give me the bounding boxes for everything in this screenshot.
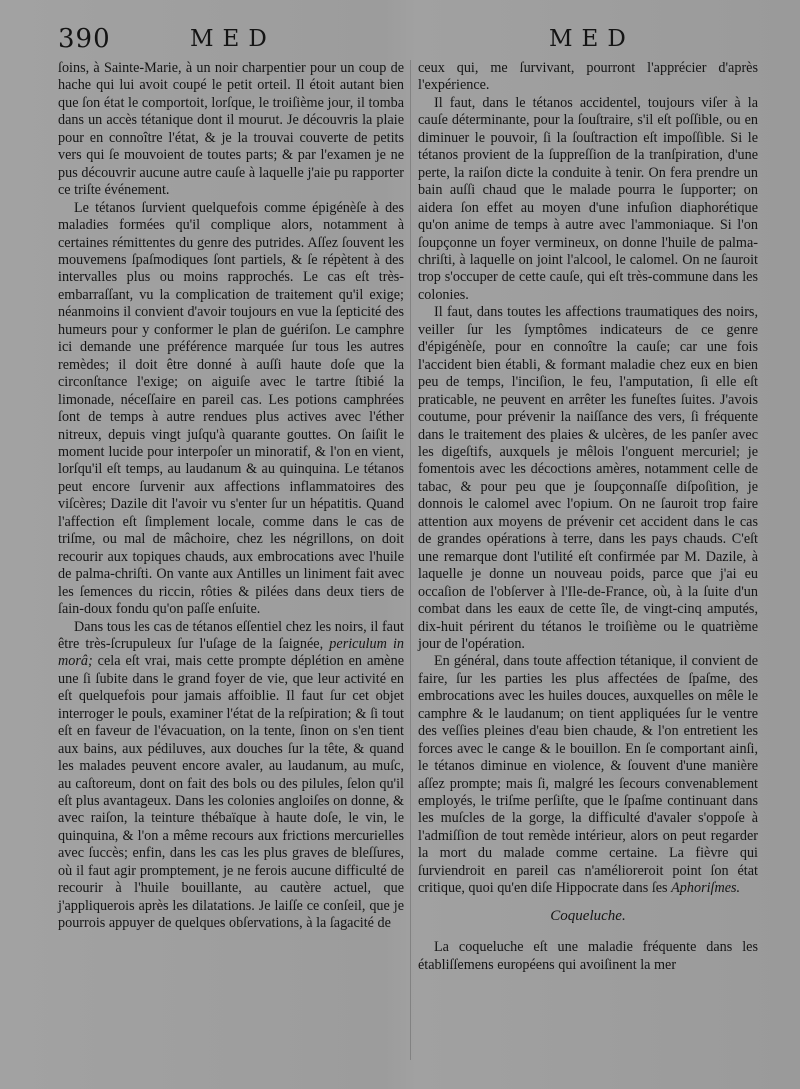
paragraph-continued: ſoins, à Sainte-Marie, à un noir charpentier pour un coup de hache qui lui avoit coupé le petit orteil. Il étoit autant bien que ſon état le comportoit, lorſque, le troiſième jour, il tomba dans un accès tétanique dont il mourut. Je découvris la plaie pour en connoître l'état, & je la trouvai couverte de petits vers qui ſe mouvoient de toutes parts; & par l'examen je ne pus découvrir aucune autre cauſe à laquelle j'aie pu rapporter ce triſte événement. bbox=[58, 60, 404, 199]
paragraph-general bbox=[418, 653, 758, 897]
running-head bbox=[0, 24, 800, 58]
italic-phrase: periculum in morâ; bbox=[58, 635, 405, 670]
paragraph-saignee bbox=[58, 619, 404, 933]
page-number: 390 bbox=[58, 24, 111, 54]
paragraph-cause: Il faut, dans le tétanos accidentel, toujours viſer à la cauſe déterminante, pour la ſouſtraire, s'il eſt poſſible, ou en diminuer le pouvoir, ſi la ſouſtraction eſt impoſſible. Si le tétanos provient de la ſuppreſſion de la tranſpiration, d'une perte, la raiſon dicte la conduite à tenir. On fera prendre un bain auſſi chaud que le malade pourra le ſupporter; on aidera ſon effet au moyen d'une infuſion diaphorétique qu'on anime de temps à autre avec l'ammoniaque. Si l'on ſoupçonne un foyer vermineux, on donne l'huile de palma-chriſti, à laquelle on joint l'alcool, le calomel. On ne ſauroit trop s'occuper de cette cauſe, qui eſt très-commune dans les colonies. bbox=[418, 94, 758, 303]
paragraph-epigenese: Le tétanos ſurvient quelquefois comme épigénèſe à des maladies formées qu'il complique alors, notamment à certaines rémittentes du genre des putrides. Aſſez ſouvent les mouvemens ſpaſmodiques ſont partiels, & ſe répètent à des intervalles plus ou moins rapprochés. Le cas eſt très-embarraſſant, vu la complication de traitement qu'il exige; néanmoins il convient d'avoir toujours en vue la ſepticité des humeurs pour y conformer le plan de guériſon. Le camphre ici demande une préférence marquée ſur tous les autres remèdes; il doit être donné à auſſi haute doſe que la circonſtance l'exige; on aiguiſe avec le tartre ſtibié la limonade, néceſſaire en pareil cas. Les potions camphrées ſont de temps à autre rendues plus actives avec l'éther nitreux, depuis vingt juſqu'à quarante gouttes. On ſaiſit le moment lucide pour interpoſer un minoratif, & l'on en vient, lorſqu'il eſt temps, au laudanum & au quinquina. Le tétanos peut encore ſurvenir aux affections inflammatoires des viſcères; Dazile dit l'avoir vu s'enter ſur un hépatitis. Quand l'affection eſt ſimplement locale, comme dans le cas de triſme, ou mal de mâchoire, chez les négrillons, on doit recourir aux topiques chauds, aux embrocations avec l'huile de palma-chriſti. On vante aux Antilles un liniment fait avec les ſemences du riccin, rôties & pilées dans deux tiers de ſain-doux fondu qu'on paſſe enſuite. bbox=[58, 199, 404, 618]
right-running-heading: MED bbox=[549, 26, 635, 52]
paragraph-continued: ceux qui, me ſurvivant, pourront l'apprécier d'après l'expérience. bbox=[418, 60, 758, 94]
left-running-heading: MED bbox=[190, 26, 276, 52]
italic-title: Aphoriſmes. bbox=[671, 880, 741, 897]
paragraph-coqueluche: La coqueluche eſt une maladie fréquente dans les établiſſemens européens qui avoiſinent la mer bbox=[418, 939, 758, 973]
paragraph-text: cela eſt vrai, mais cette prompte déplétion en amène une ſi ſubite dans le grand foyer de vie, que leur activité en eſt quelquefois pour jamais affoiblie. Il faut ſur cet objet interroger le pouls, examiner l'état de la reſpiration; & ſi tout eſt en faveur de l'évacuation, on la tente, ſinon on s'en tient aux bains, aux pédiluves, aux douches ſur la tête, & quand les malades peuvent encore avaler, au laudanum, au muſc, au caſtoreum, dont on fait des bols ou des pilules, ſelon qu'il eſt plus avantageux. Dans les colonies angloiſes on donne, & avec raiſon, la teinture thébaïque à haute doſe, le vin, le quinquina, & l'on a même recours aux frictions mercurielles avec ſuccès; enfin, dans les cas les plus graves de bleſſures, où il faut agir promptement, je ne ferois aucune difficulté de recourir à l'huile bouillante, au cautère actuel, que j'appliquerois après les dilatations. Je laiſſe ce conſeil, que je pourrois appuyer de quelques obſervations, à la ſagacité de bbox=[58, 653, 404, 932]
column-gutter bbox=[410, 60, 411, 1060]
paragraph-text: En général, dans toute affection tétanique, il convient de faire, ſur les parties les plus affectées de ſpaſme, des embrocations avec les huiles douces, auxquelles on mêle le camphre & le laudanum; on tient appliquées ſur le ventre des veſſies pleines d'eau bien chaude, & l'on entretient les forces avec le cange & le bouillon. En ſe comportant ainſi, le tétanos diminue en violence, & ſouvent d'une manière aſſez prompte; mais ſi, malgré les ſecours convenablement employés, le triſme perſiſte, que le ſpaſme continuant dans les muſcles de la gorge, la difficulté d'avaler s'oppoſe à l'admiſſion de tout remède intérieur, alors on peut regarder la mort du malade comme certaine. La fièvre qui ſurviendroit en pareil cas n'amélioreroit point ſon état critique, quoi qu'en diſe Hippocrate dans ſes bbox=[418, 653, 758, 897]
left-column bbox=[58, 60, 404, 933]
paragraph-text: Dans tous les cas de tétanos eſſentiel chez les noirs, il faut être très-ſcrupuleux ſur l'uſage de la ſaignée, bbox=[58, 618, 404, 652]
section-heading: Coqueluche. bbox=[550, 907, 626, 924]
right-column bbox=[418, 60, 758, 974]
paragraph-traumatic: Il faut, dans toutes les affections traumatiques des noirs, veiller ſur les ſymptômes indicateurs de ce genre d'épigénèſe, pour en connoître la cauſe; car une fois l'accident bien établi, & formant maladie chez eux en bien peu de temps, l'inciſion, le feu, l'amputation, ſi elle eſt praticable, ne peuvent en arrêter les funeſtes ſuites. J'avois coutume, pour prévenir la naiſſance des vers, ſi fréquente dans le traitement des plaies & ulcères, de les panſer avec les digeſtifs, auxquels je mêlois l'onguent mercuriel; je fomentois avec les décoctions amères, notamment celle de tabac, & pour peu que je ſoupçonnaſſe diſpoſition, je donnois le calomel avec l'opium. On ne ſauroit trop faire attention aux moyens de prévenir cet accident dans le cas de grandes opérations à terre, dans les pays chauds. C'eſt une remarque dont l'utilité eſt confirmée par M. Dazile, à laquelle je donne un nouveau poids, parce que j'ai eu occaſion de l'obſerver à l'Ile-de-France, où, à la ſuite d'un combat dans les eaux de cette île, de vingt-cinq amputés, dix-huit périrent du tétanos le troiſième ou le quatrième jour de l'opération. bbox=[418, 304, 758, 652]
